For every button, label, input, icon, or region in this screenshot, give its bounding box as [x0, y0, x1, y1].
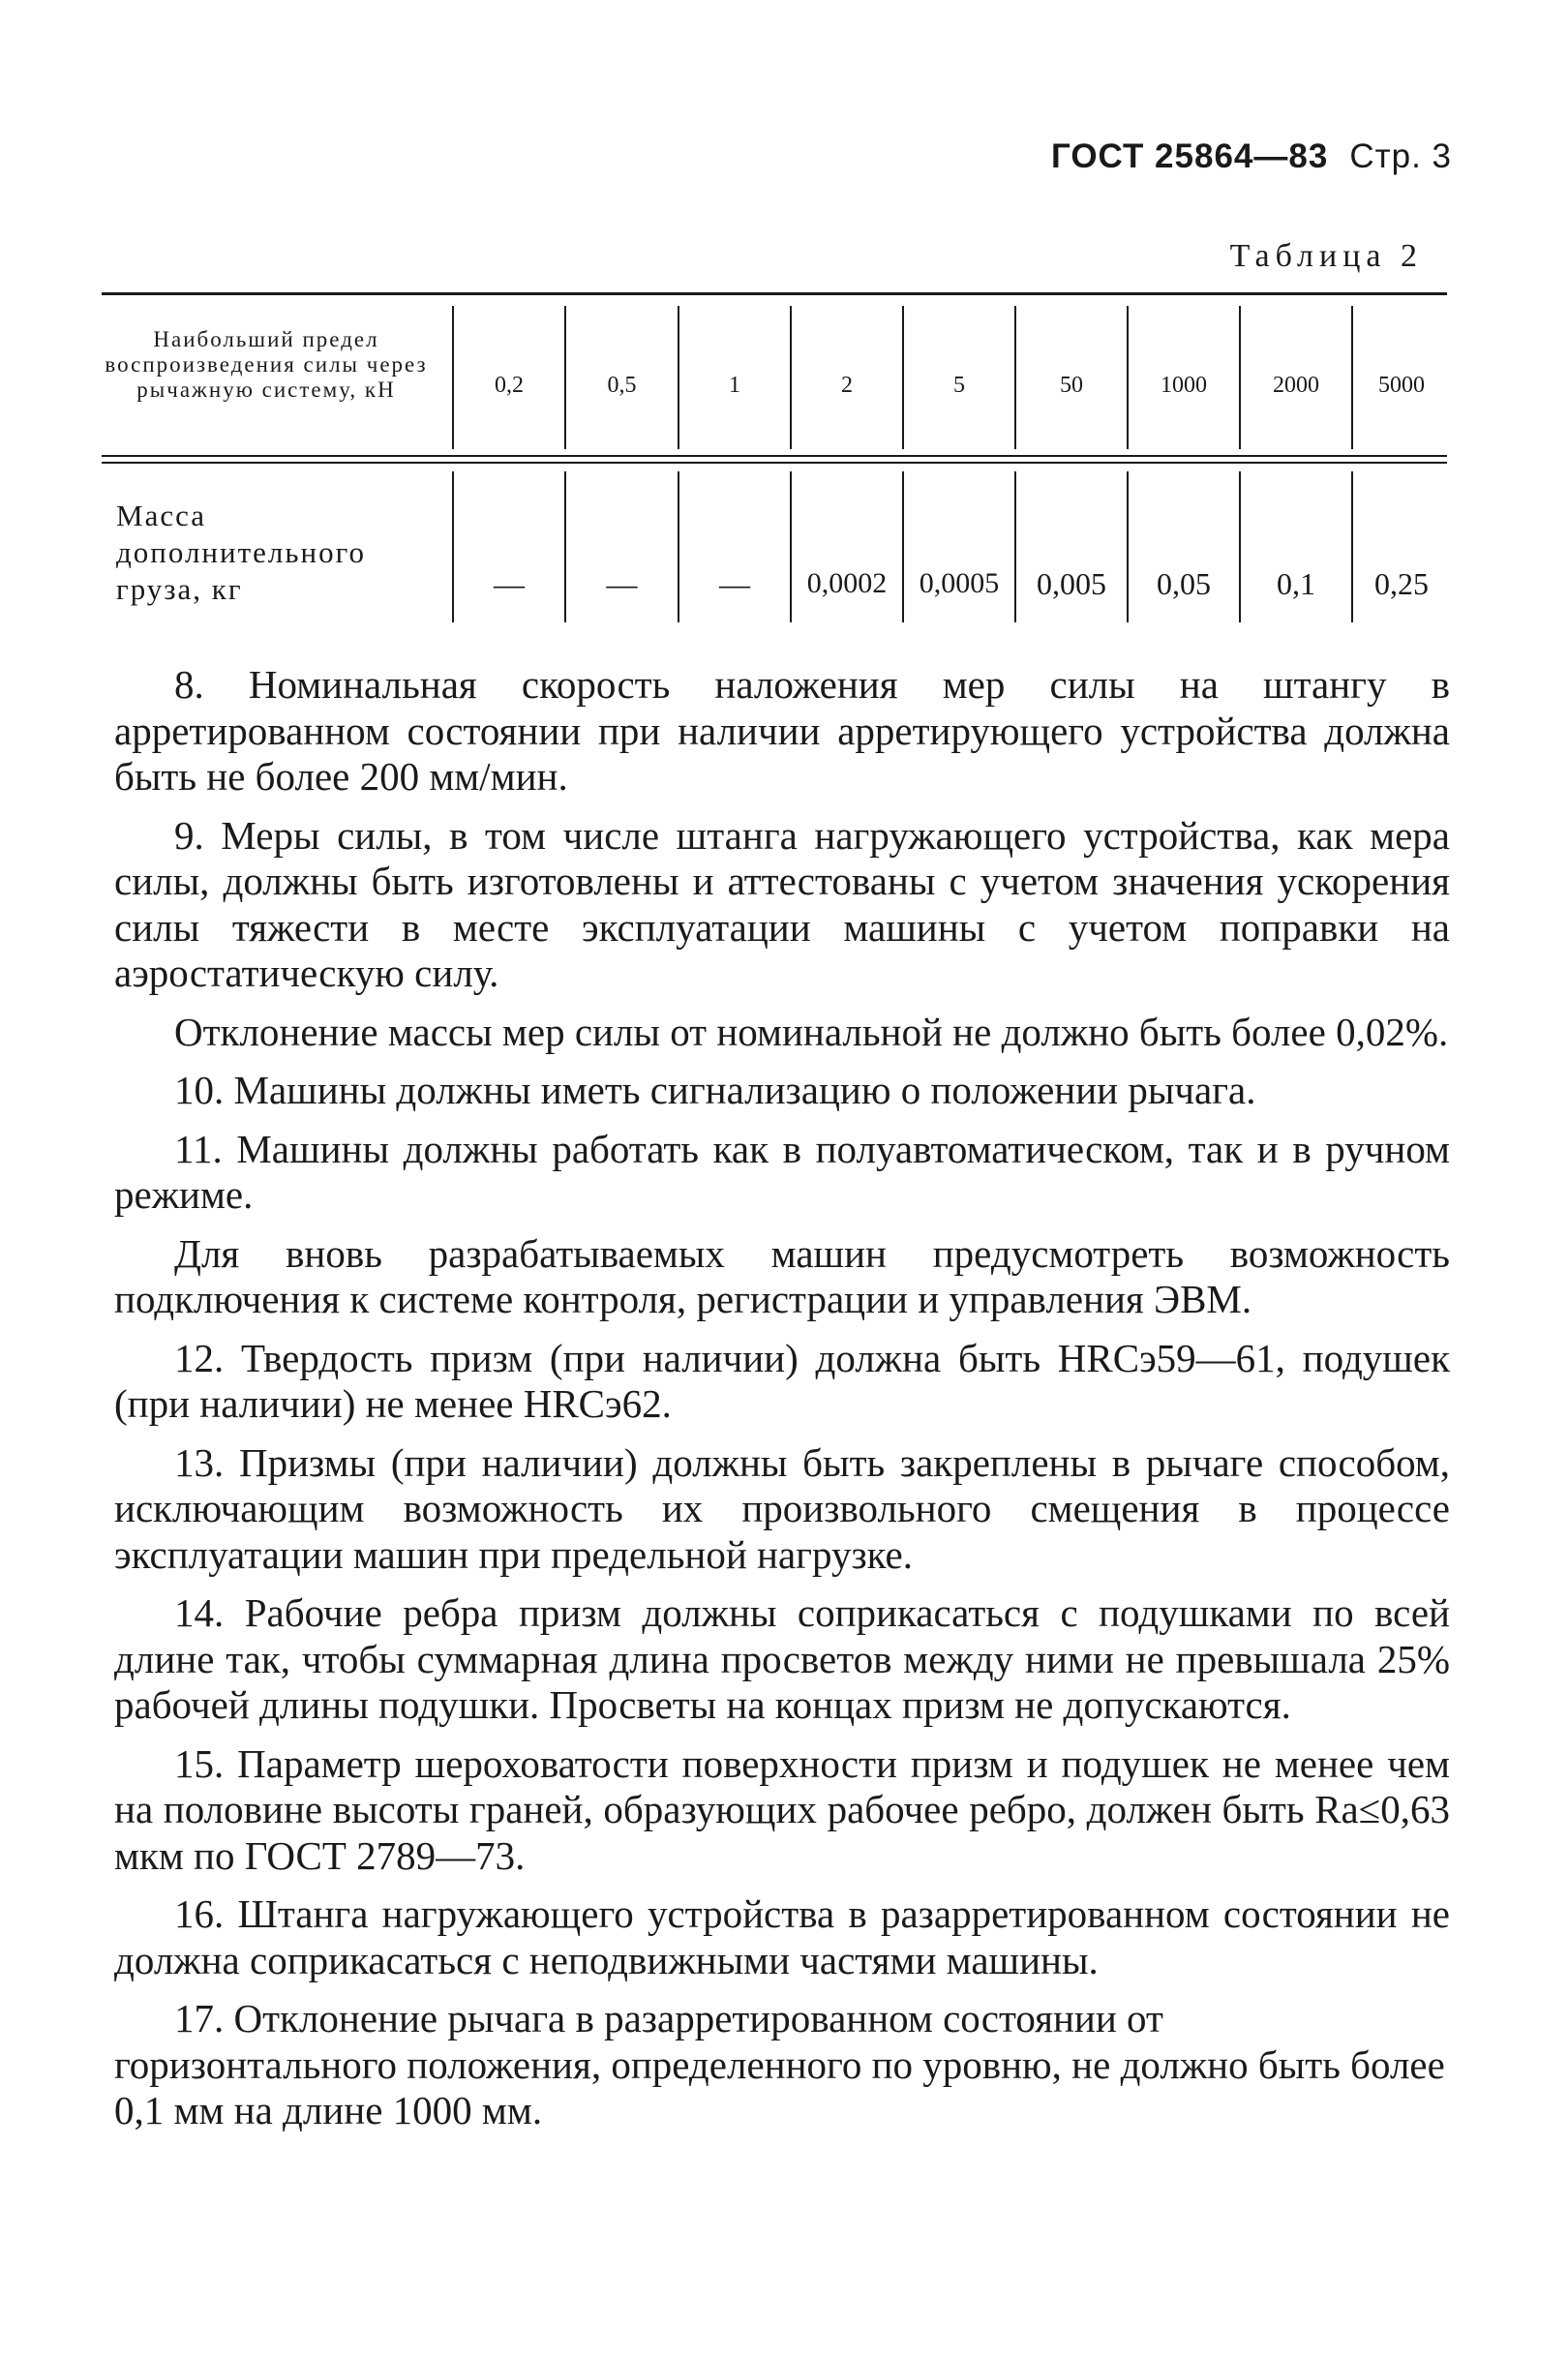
header-cell: 1000	[1161, 373, 1207, 398]
table-cell: —	[606, 566, 638, 601]
header-cell: 5000	[1378, 373, 1425, 398]
paragraph-16: 16. Штанга нагружающего устройства в разарретированном состоянии не должна соприкасаться с неподвижными частями машины.	[114, 1891, 1450, 1982]
paragraph-9-deviation: Отклонение массы мер силы от номинальной не должно быть более 0,02%.	[174, 1009, 1449, 1054]
table-cell: 0,0005	[919, 567, 1000, 599]
header-cell: 0,2	[495, 373, 524, 398]
header-cell: 0,5	[607, 373, 637, 398]
paragraph-9: 9. Меры силы, в том числе штанга нагружающего устройства, как мера силы, должны быть изготовлены и аттестованы с учетом значения ускорения силы тяжести в месте эксплуатации машины с учетом поправки на аэростатическую силу.	[114, 812, 1450, 995]
table-cell: 0,25	[1374, 566, 1429, 601]
table-caption: Таблица 2	[1229, 238, 1423, 274]
paragraph-13: 13. Призмы (при наличии) должны быть закреплены в рычаге способом, исключающим возможность их произвольного смещения в процессе эксплуатации машин при предельной нагрузке.	[114, 1439, 1450, 1577]
body-text	[114, 662, 1450, 2147]
table-header-label: Наибольший предел воспроизведения силы через рычажную систему, кН	[105, 327, 428, 402]
standard-number: ГОСТ 25864—83	[1050, 137, 1329, 175]
table-header-rule	[102, 455, 1447, 457]
header-cell: 2	[841, 373, 853, 398]
header-cell: 5	[953, 373, 965, 398]
table-cell: —	[719, 566, 750, 601]
header-cell: 2000	[1273, 373, 1319, 398]
table-row-label: Масса дополнительного груза, кг	[116, 499, 367, 606]
table-cell: 0,05	[1157, 566, 1211, 601]
table-cell: 0,005	[1037, 566, 1106, 601]
table-cell: —	[494, 566, 525, 601]
paragraph-14: 14. Рабочие ребра призм должны соприкасаться с подушками по всей длине так, чтобы суммарная длина просветов между ними не превышала 25% рабочей длины подушки. Просветы на концах призм не допускаются.	[114, 1590, 1450, 1727]
paragraph-8: 8. Номинальная скорость наложения мер силы на штангу в арретированном состоянии при наличии арретирующего устройства должна быть не более 200 мм/мин.	[114, 662, 1450, 799]
paragraph-11: 11. Машины должны работать как в полуавтоматическом, так и в ручном режиме.	[114, 1126, 1450, 1217]
table-cell: 0,0002	[806, 567, 888, 599]
paragraph-10: 10. Машины должны иметь сигнализацию о положении рычага.	[174, 1068, 1256, 1112]
table-cell: 0,1	[1277, 566, 1315, 601]
page-header	[1026, 137, 1452, 176]
page-number: Стр. 3	[1349, 137, 1452, 175]
paragraph-12: 12. Твердость призм (при наличии) должна быть HRCэ59—61, подушек (при наличии) не менее HRCэ62.	[114, 1335, 1450, 1426]
header-cell: 1	[729, 373, 740, 398]
paragraph-15: 15. Параметр шероховатости поверхности призм и подушек не менее чем на половине высоты граней, образующих рабочее ребро, должен быть Ra≤0,63 мкм по ГОСТ 2789—73.	[114, 1740, 1450, 1878]
table-header-rule-2	[102, 462, 1447, 464]
header-cell: 50	[1060, 373, 1083, 398]
paragraph-11-new-machines: Для вновь разрабатываемых машин предусмотреть возможность подключения к системе контроля, регистрации и управления ЭВМ.	[114, 1230, 1450, 1321]
table-top-rule	[102, 292, 1447, 295]
paragraph-17: 17. Отклонение рычага в разарретированном состоянии от горизонтального положения, определенного по уровню, не должно быть более 0,1 мм на длине 1000 мм.	[114, 1996, 1445, 2132]
